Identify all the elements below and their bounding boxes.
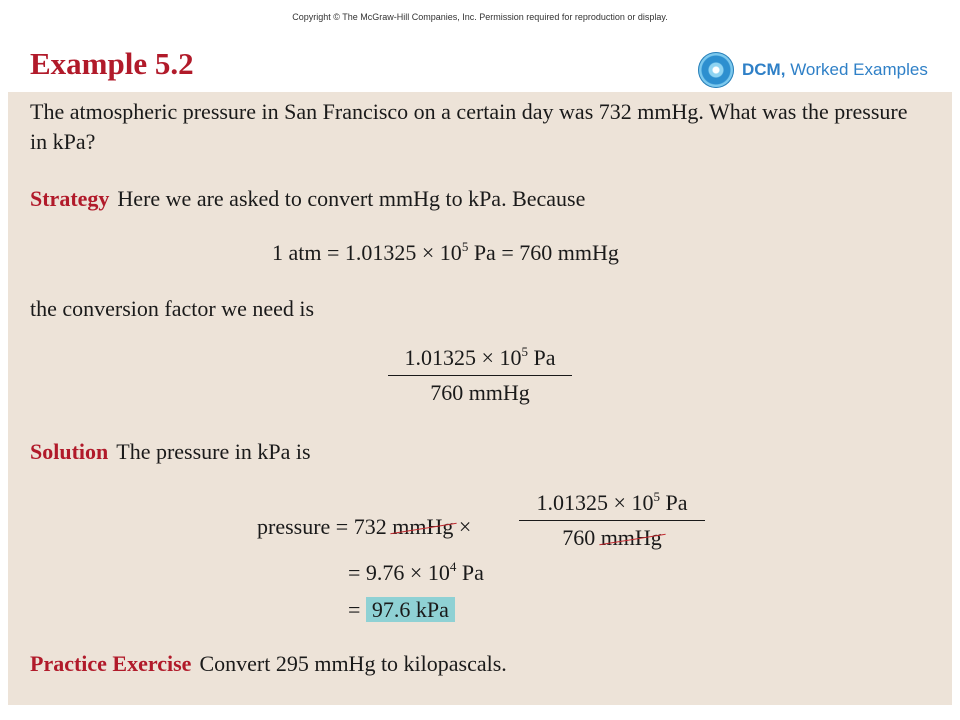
solution-denominator: 760 mmHg <box>562 525 662 550</box>
practice-exercise <box>30 649 930 679</box>
header <box>8 32 952 92</box>
solution-label: Solution <box>30 439 109 464</box>
practice-text: Convert 295 mmHg to kilopascals. <box>199 651 507 676</box>
solution-numerator: $1.01325 \times 10^5$ Pa <box>536 489 688 515</box>
conversion-factor-text: the conversion factor we need is <box>30 296 315 321</box>
conversion-factor-fraction <box>388 345 572 406</box>
strategy-label: Strategy <box>30 186 110 211</box>
factor-numerator: $1.01325 \times 10^5$ Pa <box>404 344 556 370</box>
cd-disc-icon <box>698 52 734 88</box>
example-title: Example 5.2 <box>30 46 194 81</box>
solution-line-3: = 97.6 kPa <box>348 597 455 623</box>
problem-statement: The atmospheric pressure in San Francisco on a certain day was 732 mmHg. What was the pressure in kPa? <box>30 99 908 154</box>
practice-label: Practice Exercise <box>30 651 192 676</box>
worked-examples-label: DCM, Worked Examples <box>742 60 928 79</box>
cancelled-unit: mmHg <box>600 525 662 550</box>
example-body <box>8 92 952 705</box>
copyright-notice: Copyright © The McGraw-Hill Companies, Inc. Permission required for reproduction or display. <box>292 12 668 22</box>
cancelled-unit: mmHg <box>392 514 454 539</box>
solution-line-1: pressure = 732 mmHg × <box>257 514 472 539</box>
strategy-text: Here we are asked to convert mmHg to kPa. Because <box>117 186 586 211</box>
worked-examples-link[interactable] <box>698 52 928 88</box>
solution-line-2: = $9.76 \times 10^4$ Pa <box>348 559 484 585</box>
strategy-paragraph <box>30 184 930 214</box>
solution-fraction <box>519 490 705 551</box>
solution-paragraph <box>30 437 930 467</box>
solution-text: The pressure in kPa is <box>116 439 311 464</box>
final-answer: 97.6 kPa <box>366 597 455 622</box>
factor-denominator: 760 mmHg <box>430 380 530 405</box>
atm-equivalence-equation: 1 atm = $1.01325 \times 10^5$ Pa = 760 mmHg <box>272 239 619 265</box>
